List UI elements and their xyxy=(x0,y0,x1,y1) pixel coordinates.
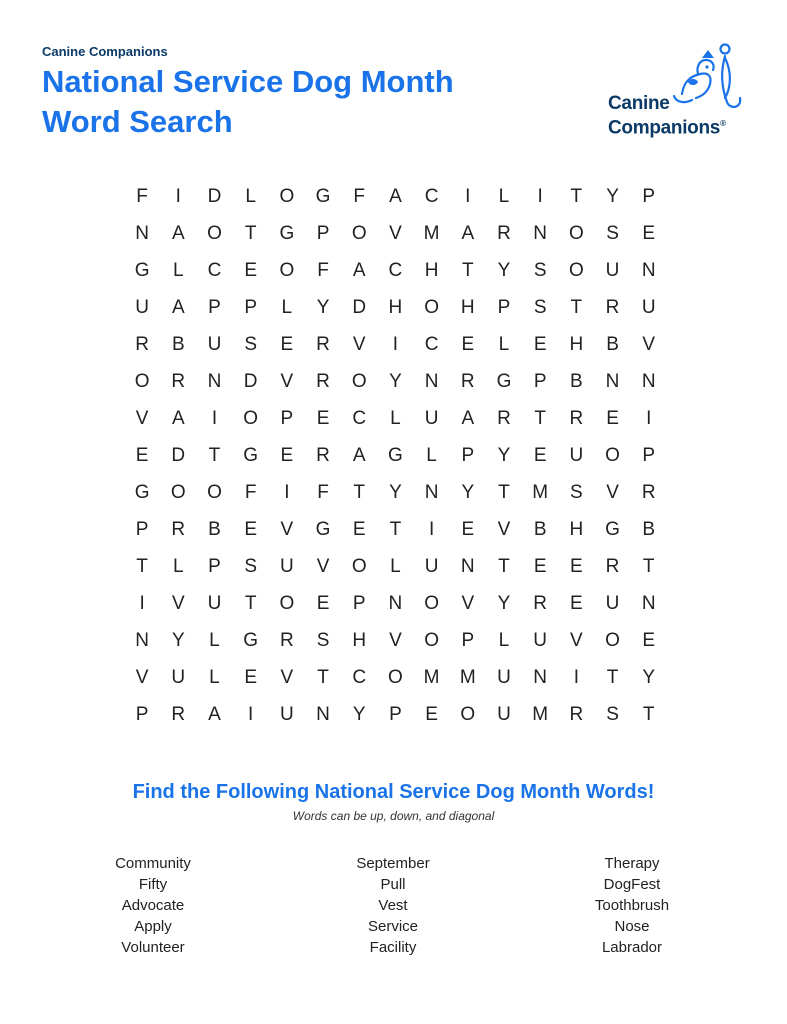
grid-letter: S xyxy=(244,555,257,577)
grid-letter: T xyxy=(570,296,583,318)
grid-letter: F xyxy=(136,185,148,207)
brand-small: Canine Companions xyxy=(42,44,168,59)
grid-letter: H xyxy=(352,629,367,651)
grid-letter: N xyxy=(207,370,222,392)
grid-letter: P xyxy=(533,370,547,392)
grid-letter: Y xyxy=(316,296,330,318)
grid-letter: N xyxy=(424,370,439,392)
grid-letter: C xyxy=(388,259,403,281)
grid-letter: B xyxy=(642,518,656,540)
grid-letter: T xyxy=(570,185,583,207)
grid-letter: E xyxy=(280,333,294,355)
word-item: DogFest xyxy=(603,876,661,893)
grid-letter: E xyxy=(352,518,366,540)
grid-letter: E xyxy=(533,444,547,466)
grid-letter: E xyxy=(316,407,330,429)
grid-letter: N xyxy=(316,703,330,725)
grid-letter: U xyxy=(279,555,294,577)
find-subtitle: Words can be up, down, and diagonal xyxy=(292,809,495,823)
word-search-grid xyxy=(124,178,667,733)
grid-letter: I xyxy=(428,518,435,540)
grid-letter: R xyxy=(316,444,330,466)
word-list-column-1 xyxy=(58,853,248,958)
grid-letter: L xyxy=(281,296,293,318)
grid-letter: C xyxy=(424,333,439,355)
grid-letter: E xyxy=(316,592,330,614)
grid-letter: O xyxy=(568,259,584,281)
grid-letter: S xyxy=(606,222,619,244)
grid-letter: P xyxy=(461,629,475,651)
grid-letter: U xyxy=(533,629,548,651)
grid-letter: S xyxy=(570,481,583,503)
grid-letter: T xyxy=(136,555,148,577)
word-list-column-3 xyxy=(537,853,727,958)
word-item: September xyxy=(356,855,430,872)
grid-letter: N xyxy=(388,592,403,614)
grid-letter: E xyxy=(244,518,257,540)
registered-mark: ® xyxy=(720,119,726,128)
grid-letter: Y xyxy=(171,629,185,651)
grid-row xyxy=(124,696,667,733)
grid-letter: O xyxy=(207,222,222,244)
grid-letter: N xyxy=(605,370,620,392)
grid-letter: N xyxy=(135,629,149,651)
grid-letter: C xyxy=(207,259,222,281)
grid-letter: D xyxy=(171,444,186,466)
grid-letter: R xyxy=(497,407,511,429)
grid-letter: R xyxy=(497,222,511,244)
word-item: Nose xyxy=(614,918,650,935)
word-item: Labrador xyxy=(601,939,663,956)
grid-letter: B xyxy=(208,518,221,540)
grid-letter: G xyxy=(388,444,403,466)
grid-letter: M xyxy=(423,222,440,244)
grid-letter: D xyxy=(352,296,367,318)
grid-letter: P xyxy=(352,592,366,614)
grid-letter: M xyxy=(459,666,476,688)
grid-letter: O xyxy=(605,444,620,466)
grid-letter: C xyxy=(424,185,439,207)
grid-letter: D xyxy=(243,370,258,392)
title-line-2: Word Search xyxy=(42,104,233,139)
word-item: Community xyxy=(115,855,191,872)
word-item: Apply xyxy=(134,918,172,935)
grid-letter: U xyxy=(605,259,620,281)
grid-letter: R xyxy=(316,370,330,392)
grid-letter: P xyxy=(316,222,330,244)
grid-letter: U xyxy=(569,444,584,466)
grid-letter: I xyxy=(392,333,399,355)
page-title xyxy=(42,62,454,142)
grid-letter: V xyxy=(280,518,294,540)
word-item: Service xyxy=(367,918,419,935)
grid-letter: Y xyxy=(461,481,475,503)
grid-letter: A xyxy=(171,407,185,429)
grid-letter: Y xyxy=(497,259,511,281)
find-heading: Find the Following National Service Dog Month Words! xyxy=(132,781,655,803)
grid-letter: E xyxy=(425,703,438,725)
grid-row xyxy=(124,437,667,474)
grid-letter: O xyxy=(170,481,186,503)
grid-letter: L xyxy=(390,407,401,429)
logo-line-1: Canine xyxy=(608,93,670,114)
grid-letter: T xyxy=(244,222,257,244)
grid-letter: P xyxy=(642,444,656,466)
grid-letter: G xyxy=(496,370,512,392)
grid-letter: T xyxy=(498,481,510,503)
word-item: Toothbrush xyxy=(594,897,670,914)
grid-letter: H xyxy=(388,296,403,318)
grid-letter: G xyxy=(315,185,331,207)
grid-letter: F xyxy=(244,481,257,503)
grid-letter: G xyxy=(134,259,150,281)
grid-letter: F xyxy=(317,259,329,281)
grid-letter: O xyxy=(424,296,439,318)
grid-letter: Y xyxy=(352,703,366,725)
grid-letter: T xyxy=(461,259,474,281)
grid-letter: R xyxy=(605,555,620,577)
grid-letter: V xyxy=(642,333,656,355)
logo-wordmark xyxy=(608,94,726,138)
grid-letter: S xyxy=(533,259,547,281)
grid-letter: Y xyxy=(642,666,656,688)
grid-letter: V xyxy=(135,407,149,429)
grid-letter: V xyxy=(280,370,294,392)
grid-letter: R xyxy=(569,407,584,429)
grid-letter: O xyxy=(279,259,295,281)
grid-letter: L xyxy=(498,629,510,651)
grid-row xyxy=(124,178,667,215)
grid-letter: P xyxy=(208,296,221,318)
grid-letter: P xyxy=(280,407,294,429)
grid-letter: L xyxy=(498,333,510,355)
grid-letter: A xyxy=(171,222,185,244)
grid-letter: V xyxy=(389,222,402,244)
grid-letter: P xyxy=(642,185,656,207)
grid-letter: H xyxy=(460,296,475,318)
grid-letter: G xyxy=(605,518,620,540)
word-item: Pull xyxy=(380,876,406,893)
grid-letter: S xyxy=(316,629,330,651)
grid-letter: O xyxy=(424,629,439,651)
grid-letter: L xyxy=(172,555,184,577)
grid-letter: I xyxy=(248,703,254,725)
grid-letter: I xyxy=(211,407,218,429)
grid-letter: T xyxy=(317,666,329,688)
word-item: Therapy xyxy=(604,855,660,872)
grid-letter: V xyxy=(171,592,185,614)
grid-letter: I xyxy=(573,666,579,688)
grid-letter: O xyxy=(207,481,222,503)
grid-letter: G xyxy=(279,222,295,244)
grid-letter: U xyxy=(207,592,222,614)
grid-letter: U xyxy=(135,296,149,318)
grid-letter: E xyxy=(642,629,656,651)
grid-letter: A xyxy=(461,222,475,244)
word-item: Vest xyxy=(378,897,408,914)
grid-letter: R xyxy=(279,629,294,651)
grid-letter: U xyxy=(641,296,656,318)
grid-letter: S xyxy=(533,296,547,318)
grid-letter: T xyxy=(389,518,402,540)
grid-letter: I xyxy=(139,592,145,614)
grid-letter: R xyxy=(171,370,186,392)
grid-letter: R xyxy=(569,703,584,725)
grid-letter: E xyxy=(280,444,294,466)
grid-row xyxy=(124,659,667,696)
grid-letter: H xyxy=(424,259,439,281)
grid-letter: P xyxy=(135,703,149,725)
grid-row xyxy=(124,585,667,622)
grid-letter: Y xyxy=(389,481,402,503)
grid-letter: P xyxy=(244,296,257,318)
grid-letter: R xyxy=(533,592,548,614)
grid-letter: E xyxy=(570,592,583,614)
grid-letter: O xyxy=(424,592,439,614)
grid-letter: V xyxy=(135,666,149,688)
grid-letter: H xyxy=(569,518,584,540)
grid-letter: D xyxy=(207,185,222,207)
grid-letter: Y xyxy=(497,592,511,614)
grid-letter: L xyxy=(390,555,401,577)
grid-letter: P xyxy=(208,555,221,577)
grid-letter: E xyxy=(642,222,656,244)
grid-letter: T xyxy=(606,666,619,688)
grid-letter: O xyxy=(351,370,367,392)
grid-letter: N xyxy=(135,222,149,244)
grid-letter: N xyxy=(533,222,548,244)
grid-letter: O xyxy=(279,185,295,207)
grid-letter: N xyxy=(641,592,656,614)
grid-letter: T xyxy=(642,555,655,577)
grid-letter: P xyxy=(497,296,511,318)
grid-letter: T xyxy=(534,407,546,429)
grid-row xyxy=(124,363,667,400)
grid-letter: T xyxy=(642,703,655,725)
grid-letter: M xyxy=(532,481,549,503)
grid-letter: R xyxy=(171,703,186,725)
grid-letter: I xyxy=(646,407,652,429)
grid-letter: N xyxy=(641,259,656,281)
grid-letter: I xyxy=(465,185,471,207)
canine-companions-logo xyxy=(604,40,754,140)
grid-letter: E xyxy=(533,333,547,355)
grid-letter: L xyxy=(426,444,437,466)
grid-letter: O xyxy=(605,629,620,651)
grid-letter: Y xyxy=(606,185,619,207)
grid-letter: A xyxy=(171,296,185,318)
grid-row xyxy=(124,289,667,326)
grid-letter: A xyxy=(461,407,475,429)
grid-letter: O xyxy=(134,370,150,392)
grid-letter: B xyxy=(606,333,619,355)
grid-letter: F xyxy=(317,481,329,503)
grid-letter: U xyxy=(424,407,439,429)
grid-letter: E xyxy=(570,555,583,577)
grid-letter: V xyxy=(497,518,511,540)
grid-letter: H xyxy=(569,333,584,355)
grid-letter: B xyxy=(570,370,583,392)
grid-letter: N xyxy=(460,555,475,577)
grid-row xyxy=(124,215,667,252)
grid-letter: L xyxy=(245,185,256,207)
grid-letter: A xyxy=(352,259,366,281)
grid-letter: V xyxy=(316,555,330,577)
grid-letter: A xyxy=(208,703,221,725)
grid-letter: B xyxy=(533,518,547,540)
grid-letter: M xyxy=(532,703,549,725)
grid-letter: U xyxy=(171,666,186,688)
word-item: Facility xyxy=(369,939,417,956)
grid-letter: N xyxy=(424,481,439,503)
grid-row xyxy=(124,252,667,289)
grid-letter: R xyxy=(316,333,330,355)
grid-letter: T xyxy=(498,555,510,577)
grid-letter: O xyxy=(568,222,584,244)
grid-letter: E xyxy=(135,444,149,466)
grid-letter: E xyxy=(244,666,257,688)
grid-letter: N xyxy=(533,666,548,688)
grid-row xyxy=(124,622,667,659)
grid-row xyxy=(124,400,667,437)
grid-letter: T xyxy=(353,481,366,503)
grid-letter: S xyxy=(606,703,619,725)
grid-row xyxy=(124,548,667,585)
grid-letter: L xyxy=(172,259,184,281)
grid-letter: U xyxy=(497,703,511,725)
grid-letter: P xyxy=(461,444,475,466)
word-list-column-2 xyxy=(298,853,488,958)
grid-letter: O xyxy=(460,703,476,725)
grid-letter: O xyxy=(388,666,403,688)
grid-letter: U xyxy=(279,703,294,725)
grid-letter: T xyxy=(244,592,257,614)
grid-letter: V xyxy=(280,666,294,688)
grid-letter: T xyxy=(208,444,221,466)
grid-letter: E xyxy=(461,518,475,540)
grid-letter: O xyxy=(279,592,295,614)
grid-letter: E xyxy=(606,407,619,429)
grid-letter: R xyxy=(460,370,475,392)
grid-letter: I xyxy=(284,481,290,503)
grid-letter: R xyxy=(605,296,620,318)
grid-letter: R xyxy=(171,518,186,540)
grid-letter: L xyxy=(498,185,510,207)
title-line-1: National Service Dog Month xyxy=(42,64,454,99)
logo-line-2: Companions xyxy=(608,117,721,139)
grid-letter: C xyxy=(352,407,367,429)
grid-letter: V xyxy=(461,592,475,614)
grid-letter: G xyxy=(134,481,150,503)
grid-letter: V xyxy=(352,333,366,355)
grid-letter: C xyxy=(352,666,367,688)
grid-letter: V xyxy=(606,481,619,503)
grid-row xyxy=(124,511,667,548)
grid-letter: G xyxy=(243,629,259,651)
grid-row xyxy=(124,474,667,511)
word-item: Advocate xyxy=(121,897,185,914)
grid-letter: B xyxy=(171,333,185,355)
grid-letter: Y xyxy=(389,370,402,392)
grid-letter: U xyxy=(605,592,620,614)
grid-letter: O xyxy=(243,407,259,429)
grid-letter: V xyxy=(389,629,402,651)
grid-letter: G xyxy=(243,444,259,466)
grid-letter: U xyxy=(497,666,511,688)
grid-letter: O xyxy=(351,222,367,244)
grid-letter: P xyxy=(389,703,402,725)
grid-letter: G xyxy=(315,518,331,540)
grid-letter: V xyxy=(570,629,583,651)
grid-letter: R xyxy=(135,333,149,355)
grid-letter: I xyxy=(175,185,181,207)
grid-row xyxy=(124,326,667,363)
grid-letter: R xyxy=(641,481,656,503)
grid-letter: E xyxy=(461,333,475,355)
grid-letter: E xyxy=(244,259,257,281)
word-item: Volunteer xyxy=(121,939,185,956)
grid-letter: U xyxy=(424,555,439,577)
grid-letter: L xyxy=(209,629,220,651)
grid-letter: O xyxy=(351,555,367,577)
grid-letter: E xyxy=(533,555,547,577)
grid-letter: Y xyxy=(497,444,511,466)
grid-letter: L xyxy=(209,666,220,688)
grid-letter: U xyxy=(207,333,222,355)
word-item: Fifty xyxy=(138,876,168,893)
grid-letter: F xyxy=(353,185,366,207)
grid-letter: I xyxy=(537,185,543,207)
grid-letter: P xyxy=(135,518,149,540)
grid-letter: A xyxy=(352,444,366,466)
grid-letter: M xyxy=(423,666,440,688)
grid-letter: A xyxy=(389,185,402,207)
grid-letter: N xyxy=(641,370,656,392)
grid-letter: S xyxy=(244,333,257,355)
